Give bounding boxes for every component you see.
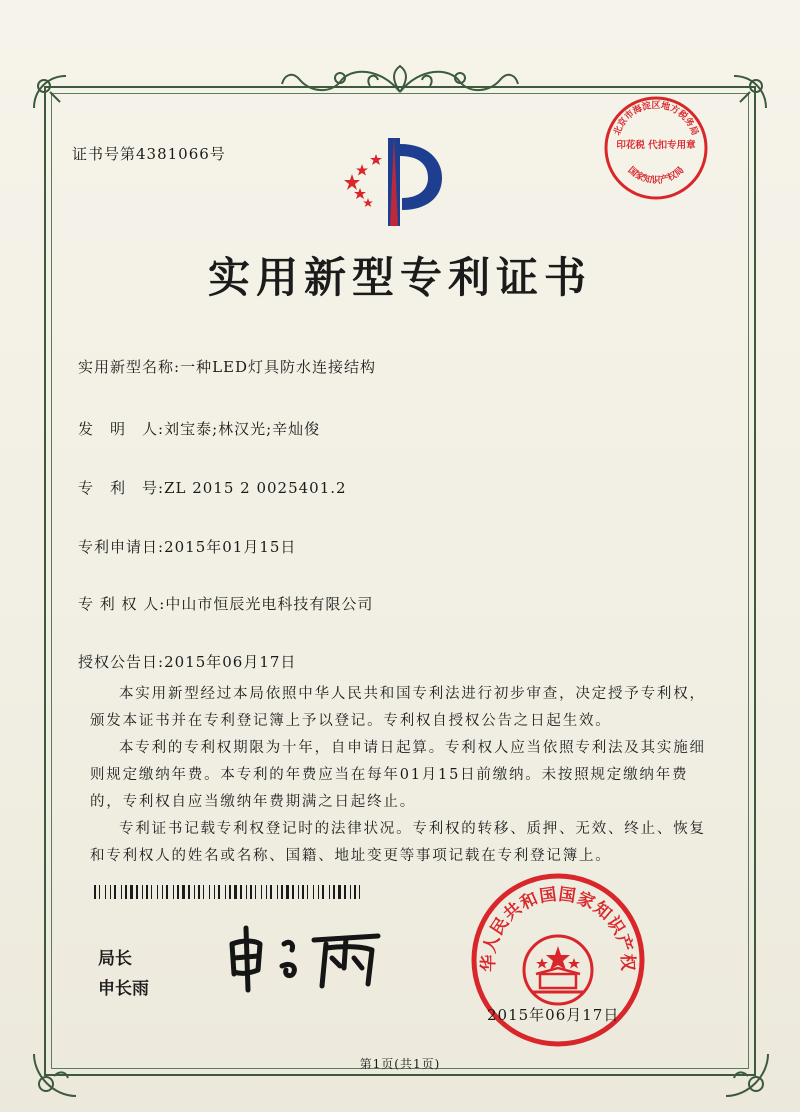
barcode-bar xyxy=(218,885,220,899)
barcode-bar xyxy=(318,885,319,899)
director-title: 局长 xyxy=(98,949,132,969)
field-value: 2015年01月15日 xyxy=(164,538,297,556)
barcode-bar xyxy=(298,885,299,899)
barcode-bar xyxy=(329,885,330,899)
certificate-title: 实用新型专利证书 xyxy=(207,253,592,302)
field-label: 实用新型名称: xyxy=(78,358,181,376)
barcode-bar xyxy=(292,885,294,899)
barcode-bar xyxy=(277,885,278,899)
barcode-bar xyxy=(333,885,335,899)
barcode-bar xyxy=(281,885,283,899)
barcode-bar xyxy=(354,885,356,899)
page-number: 第1页(共1页) xyxy=(359,1057,441,1071)
barcode-bar xyxy=(266,885,267,899)
barcode-bar xyxy=(313,885,314,899)
corner-ornament-icon xyxy=(730,72,770,112)
patent-office-logo-icon xyxy=(338,130,448,234)
barcode-bar xyxy=(359,885,360,899)
barcode-bar xyxy=(151,885,152,899)
barcode-bar xyxy=(209,885,210,899)
barcode-bar xyxy=(225,885,226,899)
field-value: 中山市恒辰光电科技有限公司 xyxy=(165,595,374,613)
body-paragraph: 本专利的专利权期限为十年，自申请日起算。专利权人应当依照专利法及其实施细则规定缴纳年费。本专利的年费应当在每年01月15日前缴纳。未按照规定缴纳年费的，专利权自应当缴纳年费期满之日起终止。 xyxy=(90,740,706,810)
barcode-bar xyxy=(94,885,96,899)
tax-stamp-seal xyxy=(600,92,712,208)
barcode-bar xyxy=(344,885,346,899)
barcode-bar xyxy=(234,885,237,899)
barcode-bar xyxy=(246,885,247,899)
barcode-bar xyxy=(322,885,324,899)
director-signature xyxy=(222,914,392,998)
certificate-body xyxy=(90,681,710,870)
barcode-bar xyxy=(125,885,127,899)
patent-holder-row xyxy=(78,593,373,614)
barcode-bar xyxy=(110,885,111,899)
barcode-bar xyxy=(146,885,148,899)
body-paragraph: 专利证书记载专利权登记时的法律状况。专利权的转移、质押、无效、终止、恢复和专利权人的姓名或名称、国籍、地址变更等事项记载在专利登记簿上。 xyxy=(90,821,706,864)
barcode-bar xyxy=(130,885,133,899)
field-label: 发 明 人: xyxy=(78,420,165,438)
barcode-bar xyxy=(121,885,122,899)
announcement-date-row xyxy=(78,651,296,672)
barcode-bar xyxy=(188,885,190,899)
barcode-bar xyxy=(162,885,163,899)
barcode-bar xyxy=(182,885,185,899)
seal-text: 国家知识产权局 xyxy=(625,165,687,187)
corner-ornament-icon xyxy=(30,72,70,112)
barcode-bar xyxy=(261,885,262,899)
barcode-bar xyxy=(198,885,200,899)
barcode-bar xyxy=(166,885,168,899)
issue-date: 2015年06月17日 xyxy=(487,1006,620,1024)
barcode-bar xyxy=(250,885,252,899)
top-ornament-icon xyxy=(280,62,520,102)
director-name: 申长雨 xyxy=(98,979,149,999)
body-paragraph: 本实用新型经过本局依照中华人民共和国专利法进行初步审查，决定授予专利权，颁发本证书并在专利登记簿上予以登记。专利权自授权公告之日起生效。 xyxy=(90,686,706,729)
barcode-bar xyxy=(307,885,308,899)
barcode xyxy=(94,884,364,903)
barcode-bar xyxy=(142,885,143,899)
field-label: 授权公告日: xyxy=(78,653,165,671)
svg-text:北京市海淀区地方税务局 xyxy=(611,99,701,137)
national-ipa-seal xyxy=(468,870,648,1054)
barcode-bar xyxy=(105,885,106,899)
inventors-row xyxy=(78,418,320,439)
svg-text:国家知识产权局 xyxy=(626,164,687,186)
barcode-bar xyxy=(157,885,158,899)
barcode-bar xyxy=(229,885,231,899)
seal-text: 印花税 代扣专用章 xyxy=(616,140,696,151)
barcode-bar xyxy=(177,885,179,899)
barcode-bar xyxy=(114,885,116,899)
certificate-number: 证书号第4381066号 xyxy=(72,145,226,163)
filing-date-row xyxy=(78,536,296,557)
barcode-bar xyxy=(338,885,341,899)
barcode-bar xyxy=(302,885,304,899)
barcode-bar xyxy=(99,885,100,899)
seal-text: 北京市海淀区地方税务局 xyxy=(612,100,700,137)
patent-number-row xyxy=(78,477,347,498)
field-value: 2015年06月17日 xyxy=(164,653,297,671)
field-value: 刘宝泰;林汉光;辛灿俊 xyxy=(164,420,321,438)
field-value: 一种LED灯具防水连接结构 xyxy=(180,358,377,376)
barcode-bar xyxy=(350,885,351,899)
barcode-bar xyxy=(214,885,215,899)
field-label: 专 利 权 人: xyxy=(78,595,166,613)
barcode-bar xyxy=(240,885,242,899)
utility-model-name-row xyxy=(78,356,376,377)
barcode-bar xyxy=(194,885,195,899)
seal-text: 华人民共和国国家知识产权 xyxy=(478,884,638,973)
field-label: 专 利 号: xyxy=(78,479,165,497)
barcode-bar xyxy=(173,885,174,899)
barcode-bar xyxy=(203,885,204,899)
barcode-bar xyxy=(270,885,272,899)
field-label: 专利申请日: xyxy=(78,538,165,556)
barcode-bar xyxy=(136,885,138,899)
field-value: ZL 2015 2 0025401.2 xyxy=(164,479,347,497)
barcode-bar xyxy=(255,885,256,899)
barcode-bar xyxy=(286,885,289,899)
